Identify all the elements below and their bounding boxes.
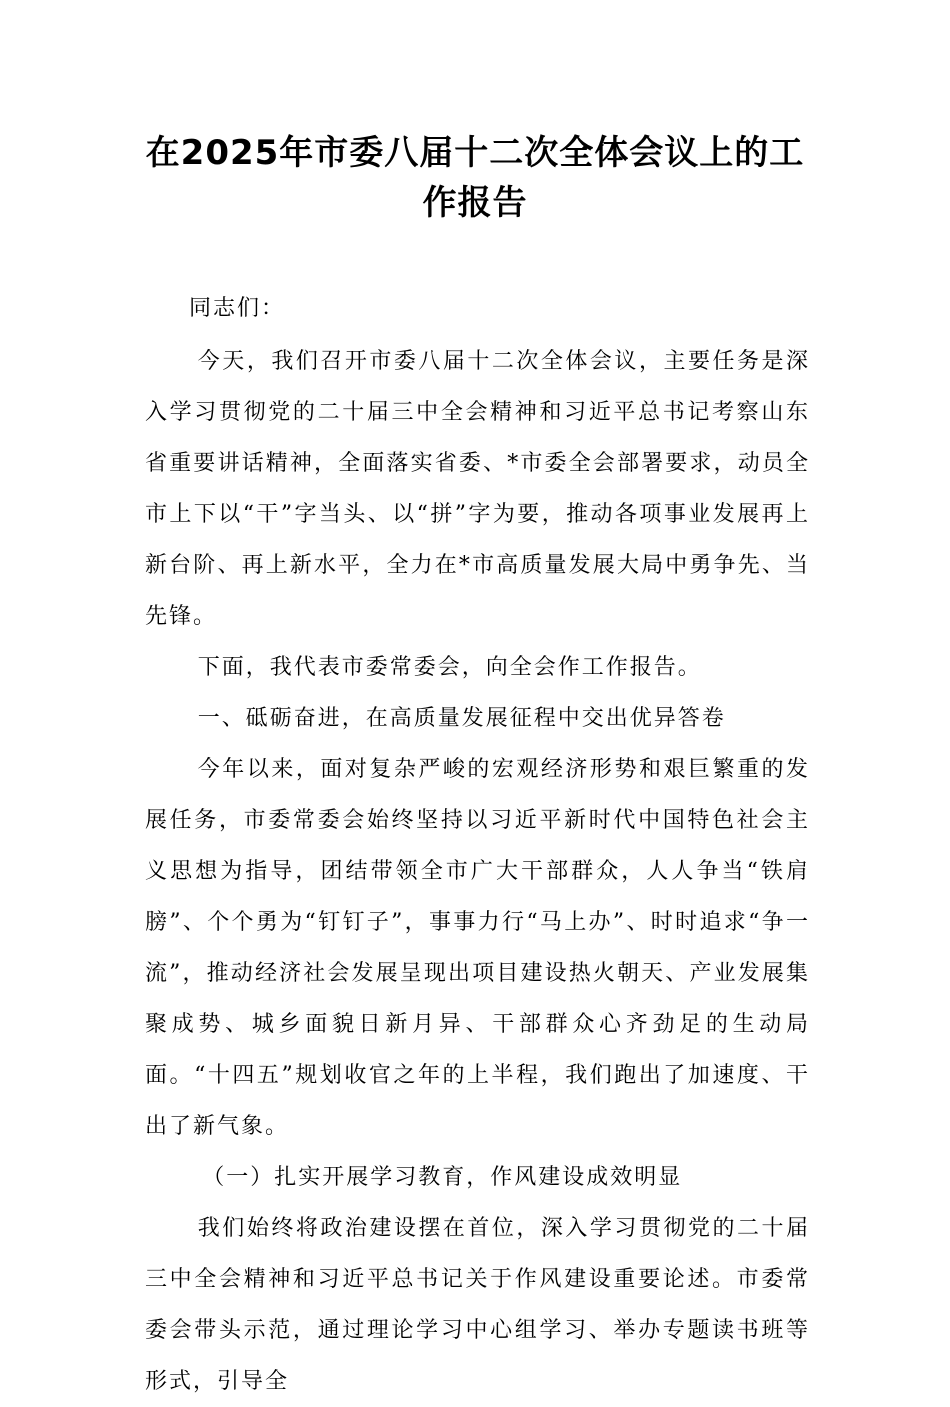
section-1-paragraph: 今年以来，面对复杂严峻的宏观经济形势和艰巨繁重的发展任务，市委常委会始终坚持以习近平新时代中国特色社会主义思想为指导，团结带领全市广大干部群众，人人争当“铁肩膀”、个个勇为“钉钉子”，事事力行“马上办”、时时追求“争一流”，推动经济社会发展呈现出项目建设热火朝天、产业发展集聚成势、城乡面貌日新月异、干部群众心齐劲足的生动局面。“十四五”规划收官之年的上半程，我们跑出了加速度、干出了新气象。 (145, 757, 810, 1139)
greeting-paragraph: 同志们： (189, 296, 286, 321)
subsection-1-paragraph: 我们始终将政治建设摆在首位，深入学习贯彻党的二十届三中全会精神和习近平总书记关于作风建设重要论述。市委常委会带头示范，通过理论学习中心组学习、举办专题读书班等形式，引导全 (145, 1216, 810, 1394)
intro-paragraph: 今天，我们召开市委八届十二次全体会议，主要任务是深入学习贯彻党的二十届三中全会精神和习近平总书记考察山东省重要讲话精神，全面落实省委、*市委全会部署要求，动员全市上下以“干”字当头、以“拼”字为要，推动各项事业发展再上新台阶、再上新水平，全力在*市高质量发展大局中勇争先、当先锋。 (145, 349, 810, 629)
section-heading-1: 一、砥砺奋进，在高质量发展征程中交出优异答卷 (197, 706, 726, 731)
report-statement-paragraph: 下面，我代表市委常委会，向全会作工作报告。 (197, 655, 702, 680)
document-title: 在2025年市委八届十二次全体会议上的工作报告 (145, 133, 805, 223)
document-body (145, 283, 810, 1407)
subsection-heading-1: （一）扎实开展学习教育，作风建设成效明显 (202, 1165, 683, 1190)
